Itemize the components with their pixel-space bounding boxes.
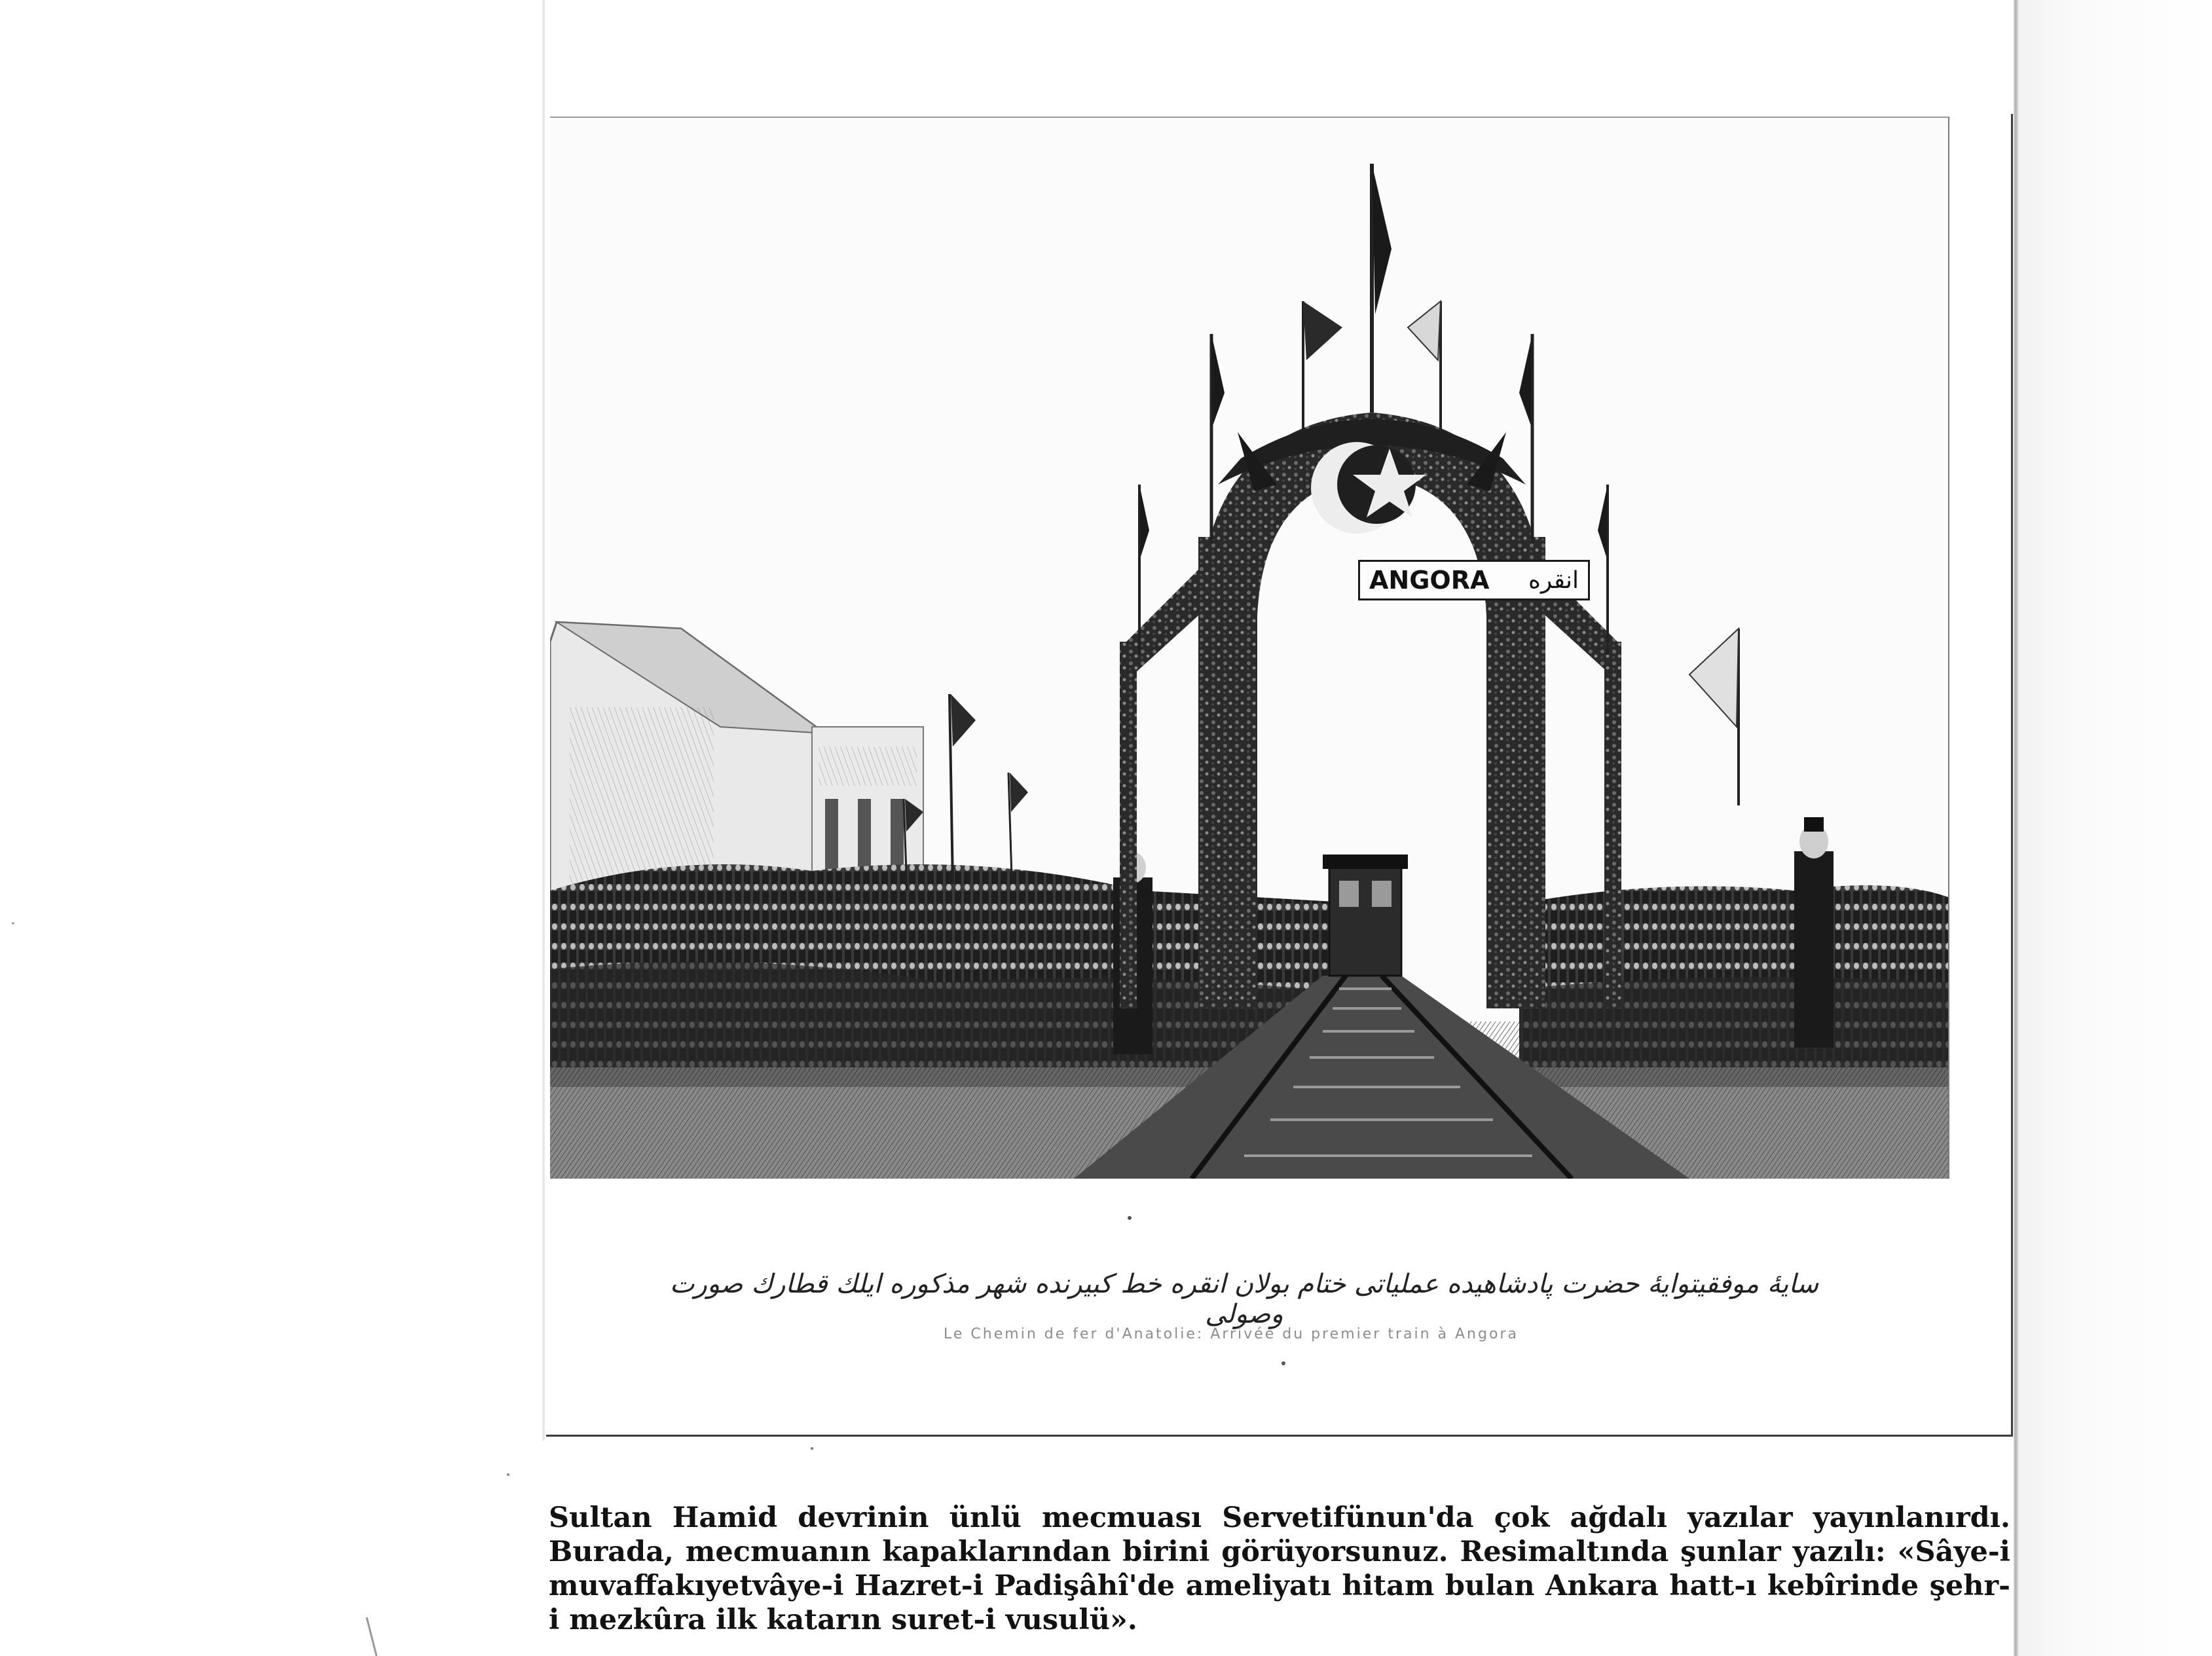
french-caption: Le Chemin de fer d'Anatolie: Arrivée du premier train à Angora	[944, 1326, 1519, 1342]
page-right-edge	[2014, 0, 2019, 1656]
sign-latin-text: ANGORA	[1369, 566, 1490, 595]
ottoman-caption: سایهٔ موفقیتوایهٔ حضرت پادشاهیده عملیاتی ختام بولان انقره خط کبیرنده شهر مذکوره ایلك قطارك صورت وصولی	[669, 1269, 1819, 1329]
page-left-edge	[542, 0, 545, 1441]
sign-ottoman-text: انقره	[1528, 566, 1579, 594]
article-paragraph: Sultan Hamid devrinin ünlü mecmuası Servetifünun'da çok ağdalı yazılar yayınlanırdı. Burada, mecmuanın kapaklarından birini görüyorsunuz. Resimaltında şunlar yazılı: «Sâye-i muvaffakıyetvâye-i Hazret-i Padişâhî'de ameliyatı hitam bulan Ankara hatt-ı kebîrinde şehr-i mezkûra ilk katarın suret-i vusulü».	[549, 1501, 2010, 1636]
page-right-shade	[2019, 0, 2212, 1656]
arch-station-sign	[1358, 560, 1590, 600]
engraving-illustration	[550, 117, 1949, 1179]
